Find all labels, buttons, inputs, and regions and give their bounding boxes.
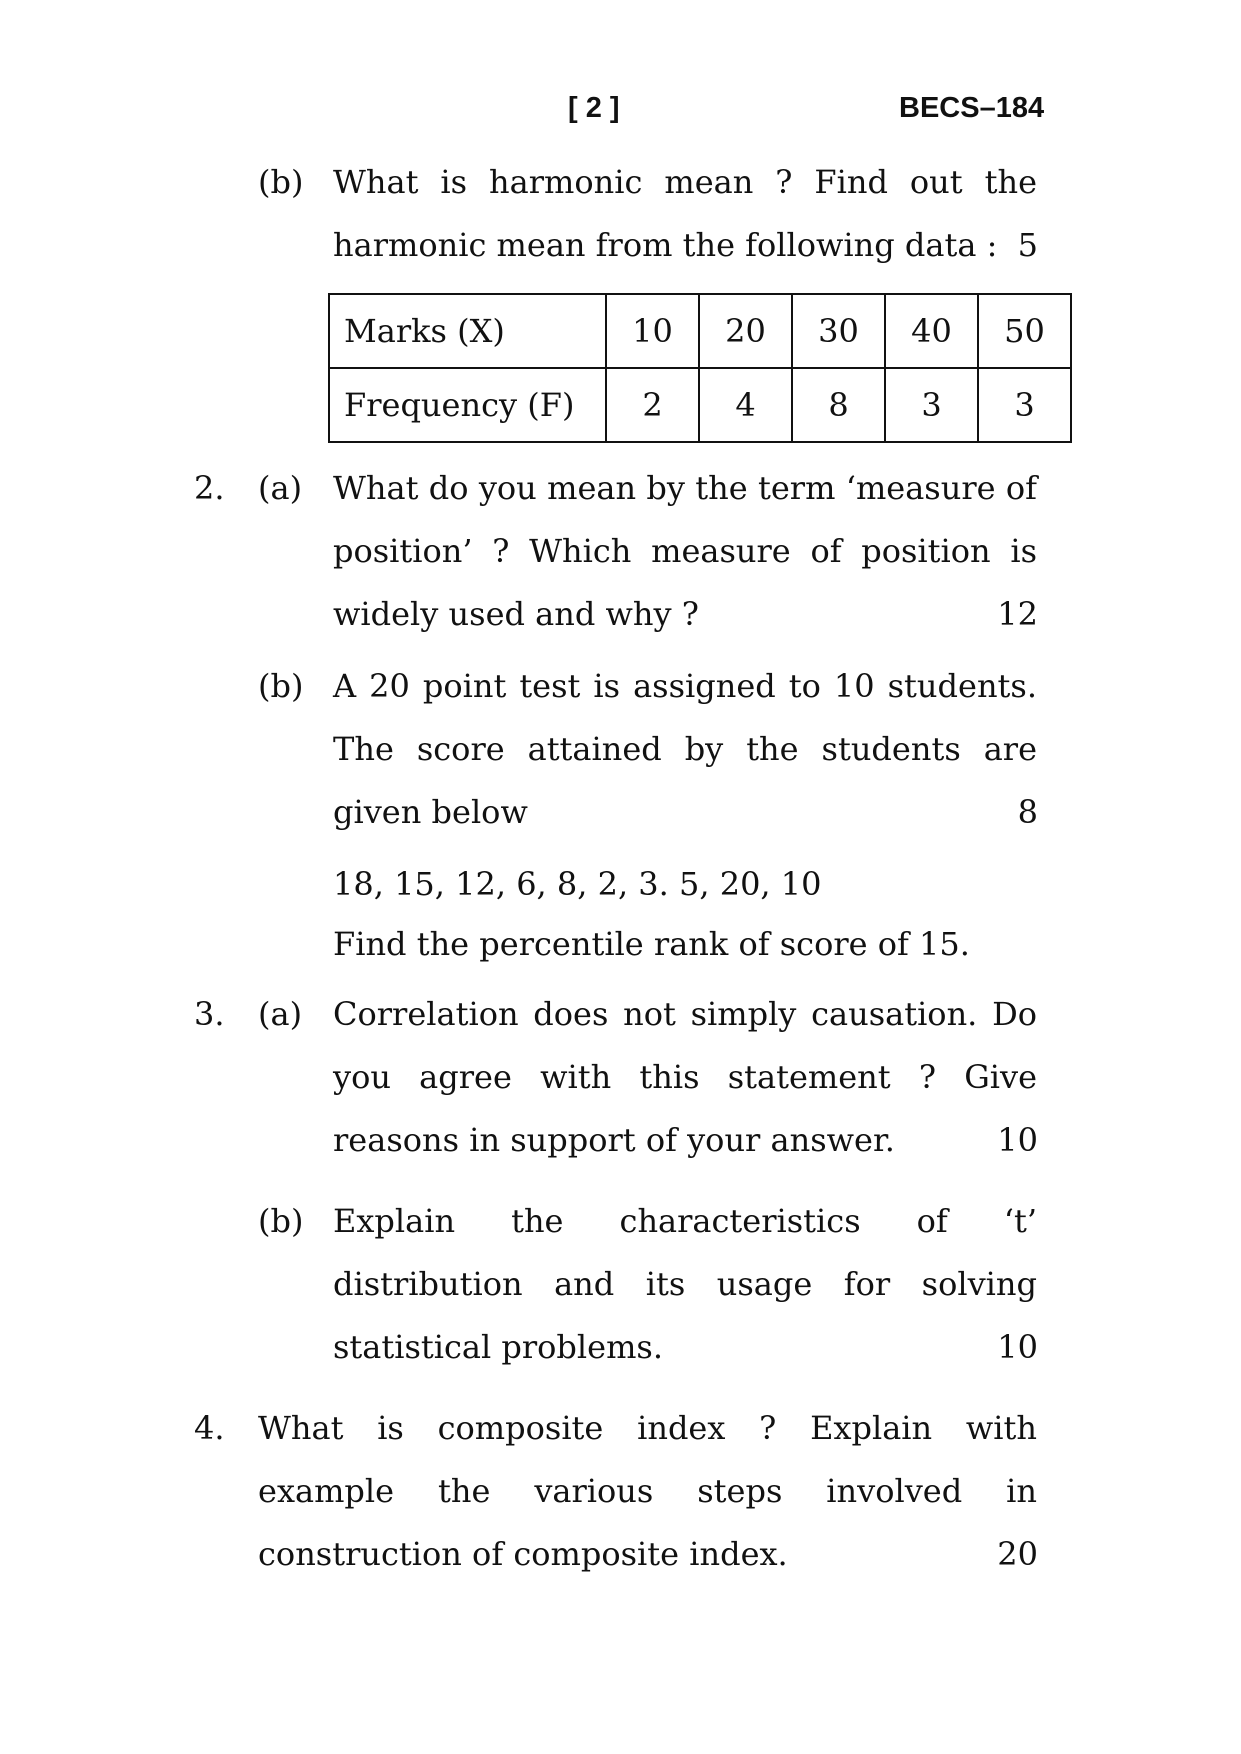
q2b-line-3: given below [333, 793, 528, 831]
table-cell: 8 [792, 368, 885, 442]
table-cell: 10 [606, 294, 699, 368]
table-cell: 50 [978, 294, 1071, 368]
table-row-marks [329, 294, 1071, 368]
q2a-marks: 12 [997, 595, 1038, 633]
q4-line-1: What is composite index ? Explain with [258, 1409, 1037, 1447]
q2b-marks: 8 [1017, 793, 1038, 831]
q2a-line-3: widely used and why ? [333, 595, 699, 633]
table-row-header: Frequency (F) [329, 368, 606, 442]
q3a-line-3: reasons in support of your answer. [333, 1121, 895, 1159]
q1b-marks: 5 [1017, 226, 1038, 264]
q2b-line-1: A 20 point test is assigned to 10 students. [333, 667, 1037, 705]
q2a-label: (a) [258, 469, 303, 507]
q3-number: 3. [194, 995, 225, 1033]
q3a-line-2: you agree with this statement ? Give [333, 1058, 1037, 1096]
page-number: [ 2 ] [568, 92, 620, 124]
table-row-frequency [329, 368, 1071, 442]
table-cell: 4 [699, 368, 792, 442]
table-cell: 20 [699, 294, 792, 368]
q4-marks: 20 [997, 1535, 1038, 1573]
q4-line-2: example the various steps involved in [258, 1472, 1037, 1510]
q3a-label: (a) [258, 995, 303, 1033]
q3a-line-1: Correlation does not simply causation. Do [333, 995, 1037, 1033]
q3b-marks: 10 [997, 1328, 1038, 1366]
q1b-label: (b) [258, 163, 304, 201]
q2b-line-2: The score attained by the students are [333, 730, 1037, 768]
table-cell: 2 [606, 368, 699, 442]
frequency-table [328, 293, 1072, 443]
q2b-label: (b) [258, 667, 304, 705]
table-cell: 3 [978, 368, 1071, 442]
q1b-line-2: harmonic mean from the following data : [333, 226, 998, 264]
table-row-header: Marks (X) [329, 294, 606, 368]
q2a-line-2: position’ ? Which measure of position is [333, 532, 1037, 570]
q1b-line-1: What is harmonic mean ? Find out the [333, 163, 1037, 201]
table-cell: 3 [885, 368, 978, 442]
q3b-label: (b) [258, 1202, 304, 1240]
q2a-line-1: What do you mean by the term ‘measure of [333, 469, 1037, 507]
q3b-line-1: Explain the characteristics of ‘t’ [333, 1202, 1037, 1240]
q3b-line-2: distribution and its usage for solving [333, 1265, 1037, 1303]
q2b-instruction: Find the percentile rank of score of 15. [333, 925, 970, 963]
table-cell: 40 [885, 294, 978, 368]
q4-line-3: construction of composite index. [258, 1535, 788, 1573]
q3b-line-3: statistical problems. [333, 1328, 664, 1366]
table-cell: 30 [792, 294, 885, 368]
q4-number: 4. [194, 1409, 225, 1447]
q2-number: 2. [194, 469, 225, 507]
q2b-scores: 18, 15, 12, 6, 8, 2, 3. 5, 20, 10 [333, 865, 822, 903]
q3a-marks: 10 [997, 1121, 1038, 1159]
course-code: BECS–184 [899, 92, 1045, 124]
